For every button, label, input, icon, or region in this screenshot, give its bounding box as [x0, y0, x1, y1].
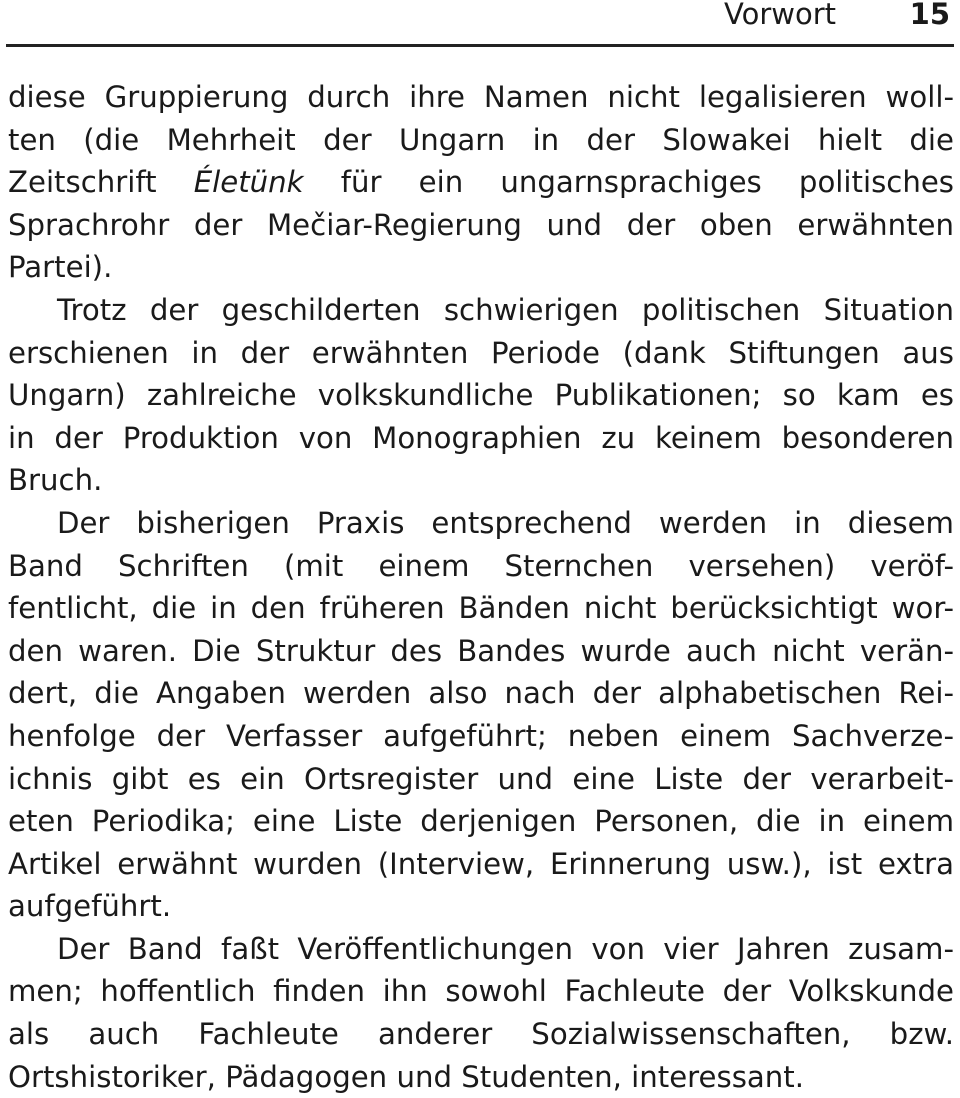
text-line: Bruch.: [8, 463, 103, 498]
text-line: Partei).: [8, 250, 113, 285]
text-line: Ortshistoriker, Pädagogen und Studenten, interessant.: [8, 1059, 805, 1094]
text-line: men; hoffentlich finden ihn sowohl Fachleute der Volkskunde: [8, 974, 954, 1009]
text-line: Der Band faßt Veröffentlichungen von vier Jahren zusam-: [57, 931, 954, 966]
text-line: den waren. Die Struktur des Bandes wurde auch nicht verän-: [8, 633, 954, 668]
page-number: 15: [909, 0, 950, 31]
text-line: henfolge der Verfasser aufgeführt; neben einem Sachverze-: [8, 718, 954, 753]
text-line: aufgeführt.: [8, 889, 172, 924]
text-line: eten Periodika; eine Liste derjenigen Personen, die in einem: [8, 804, 954, 839]
text-line: in der Produktion von Monographien zu keinem besonderen: [8, 420, 954, 455]
text-line: Trotz der geschilderten schwierigen politischen Situation: [57, 292, 954, 327]
text-line: Band Schriften (mit einem Sternchen versehen) veröf-: [8, 548, 954, 583]
text-line: diese Gruppierung durch ihre Namen nicht legalisieren woll-: [8, 80, 954, 114]
text-line: fentlicht, die in den früheren Bänden nicht berücksichtigt wor-: [8, 591, 954, 626]
text-line: ten (die Mehrheit der Ungarn in der Slowakei hielt die: [8, 122, 954, 157]
text-line: ichnis gibt es ein Ortsregister und eine Liste der verarbeit-: [8, 761, 954, 796]
text-line: [8, 161, 954, 204]
text-line: erschienen in der erwähnten Periode (dank Stiftungen aus: [8, 335, 954, 370]
text-line: Der bisherigen Praxis entsprechend werden in diesem: [57, 505, 954, 540]
text-line: Artikel erwähnt wurden (Interview, Erinnerung usw.), ist extra: [8, 846, 954, 881]
running-header: [6, 0, 954, 47]
running-title: Vorwort: [723, 0, 836, 31]
text-line: als auch Fachleute anderer Sozialwissenschaften, bzw.: [8, 1017, 954, 1052]
text-line: Ungarn) zahlreiche volkskundliche Publikationen; so kam es: [8, 378, 954, 413]
text-segment: Zeitschrift: [8, 165, 194, 200]
journal-title: Életünk: [193, 165, 304, 200]
body-text: [8, 76, 954, 1098]
text-segment: für ein ungarnsprachiges politisches: [303, 165, 954, 200]
text-line: Sprachrohr der Mečiar-Regierung und der oben erwähnten: [8, 207, 954, 242]
text-line: dert, die Angaben werden also nach der alphabetischen Rei-: [8, 676, 954, 711]
